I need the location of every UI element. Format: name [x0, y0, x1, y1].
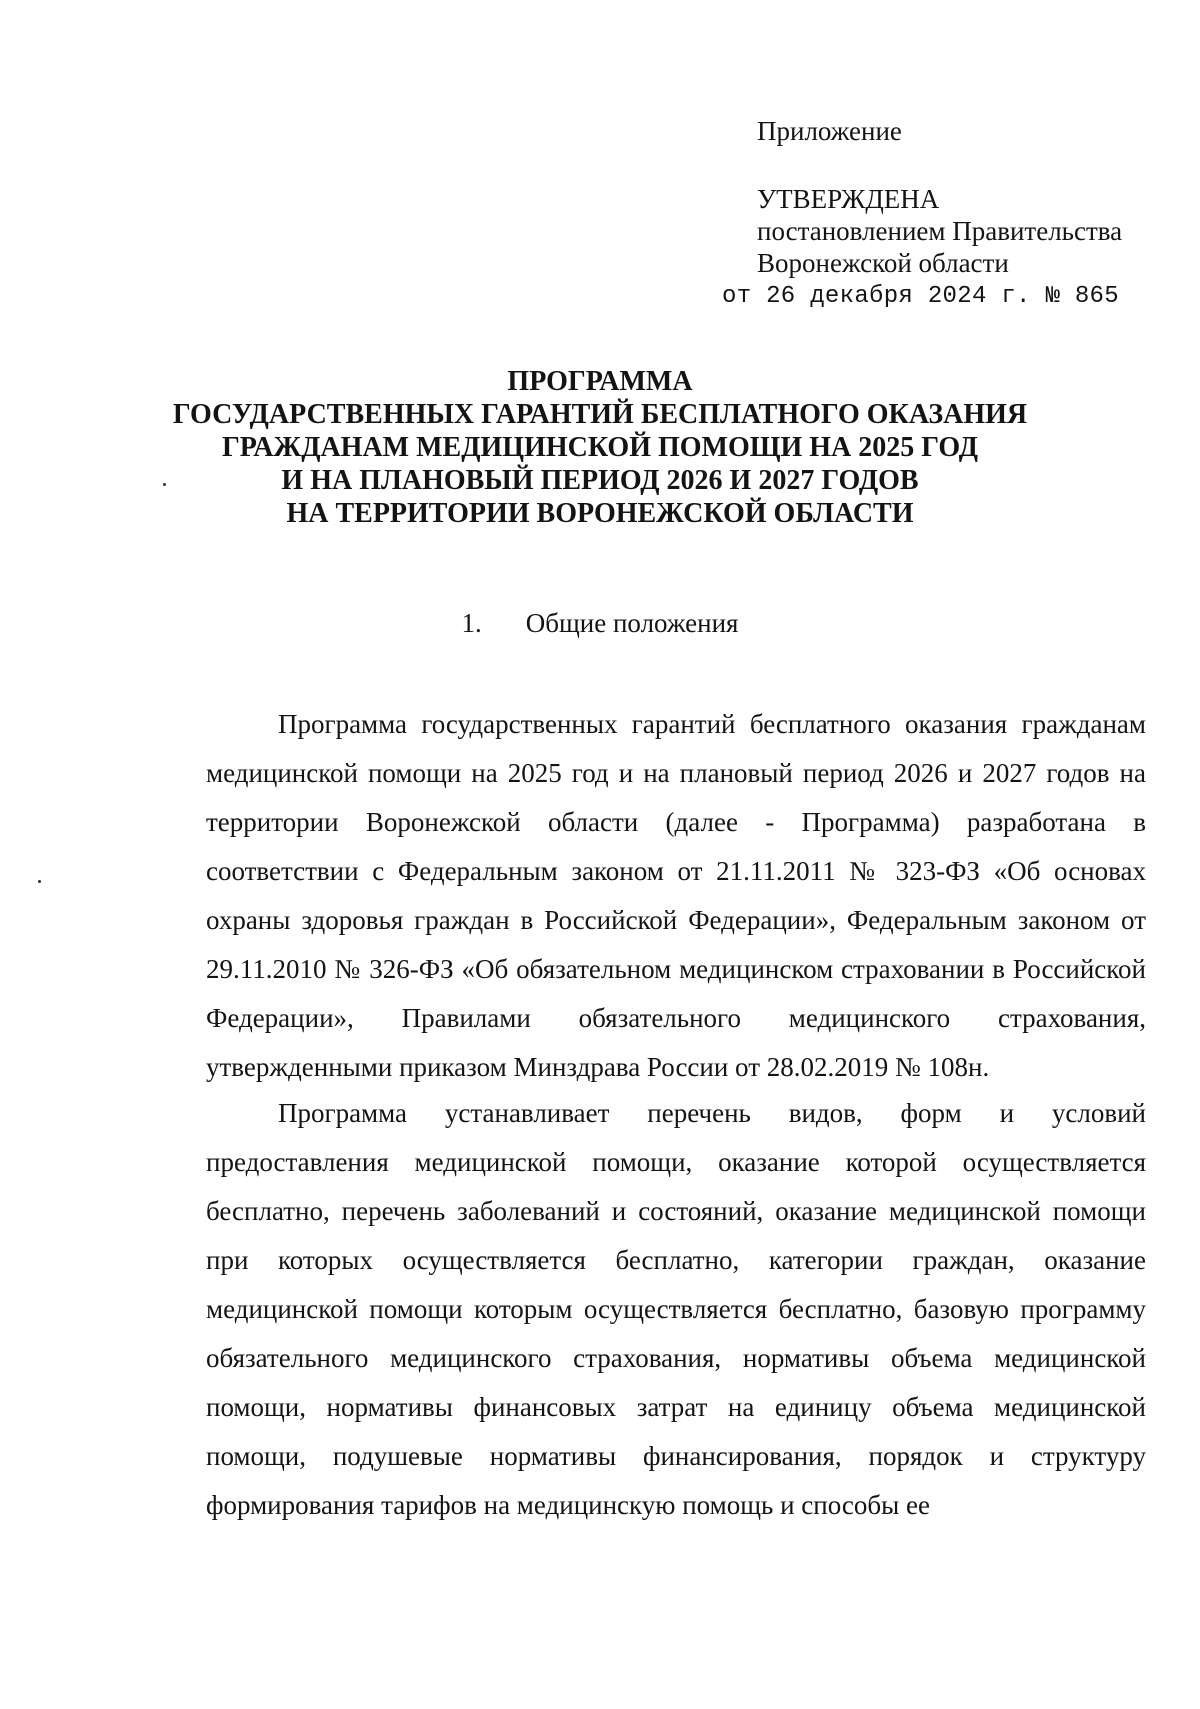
title-line: ГРАЖДАНАМ МЕДИЦИНСКОЙ ПОМОЩИ НА 2025 ГОД — [221, 432, 979, 463]
approval-block — [722, 183, 1123, 313]
section-title: Общие положения — [525, 608, 739, 638]
approval-line: постановлением Правительства — [757, 216, 1123, 246]
title-line: ПРОГРАММА — [507, 366, 693, 397]
title-line: И НА ПЛАНОВЫЙ ПЕРИОД 2026 И 2027 ГОДОВ — [281, 465, 919, 496]
scan-speck — [163, 483, 166, 486]
paragraph: Программа устанавливает перечень видов, форм и условий предоставления медицинской помощи, оказание которой осуществляется бесплатно, перечень заболеваний и состояний, оказание медицинской помощи при которых осуществляется бесплатно, категории граждан, оказание медицинской помощи которым осуществляется бесплатно, базовую программу обязательного медицинского страхования, нормативы объема медицинской помощи, нормативы финансовых затрат на единицу объема медицинской помощи, подушевые нормативы финансирования, порядок и структуру формирования тарифов на медицинскую помощь и способы ее — [206, 1098, 1146, 1520]
title-line: ГОСУДАРСТВЕННЫХ ГАРАНТИЙ БЕСПЛАТНОГО ОКАЗАНИЯ — [172, 399, 1028, 430]
title-line: НА ТЕРРИТОРИИ ВОРОНЕЖСКОЙ ОБЛАСТИ — [286, 498, 914, 529]
scan-speck — [38, 880, 41, 883]
approval-heading: УТВЕРЖДЕНА — [757, 184, 940, 214]
approval-line: Воронежской области — [757, 248, 1009, 278]
section-number: 1. — [461, 608, 482, 638]
body-text — [206, 700, 1146, 1527]
decree-number: от 26 декабря 2024 г. № 865 — [722, 283, 1119, 310]
paragraph: Программа государственных гарантий бесплатного оказания гражданам медицинской помощи на 2025 год и на плановый период 2026 и 2027 годов на территории Воронежской области (далее - Программа) разработана в соответствии с Федеральным законом от 21.11.2011 № 323-ФЗ «Об основах охраны здоровья граждан в Российской Федерации», Федеральным законом от 29.11.2010 № 326-ФЗ «Об обязательном медицинском страховании в Российской Федерации», Правилами обязательного медицинского страхования, утвержденными приказом Минздрава России от 28.02.2019 № 108н. — [206, 709, 1146, 1082]
section-heading — [0, 606, 1200, 640]
document-title — [150, 365, 1050, 530]
appendix-label: Приложение — [757, 116, 902, 146]
